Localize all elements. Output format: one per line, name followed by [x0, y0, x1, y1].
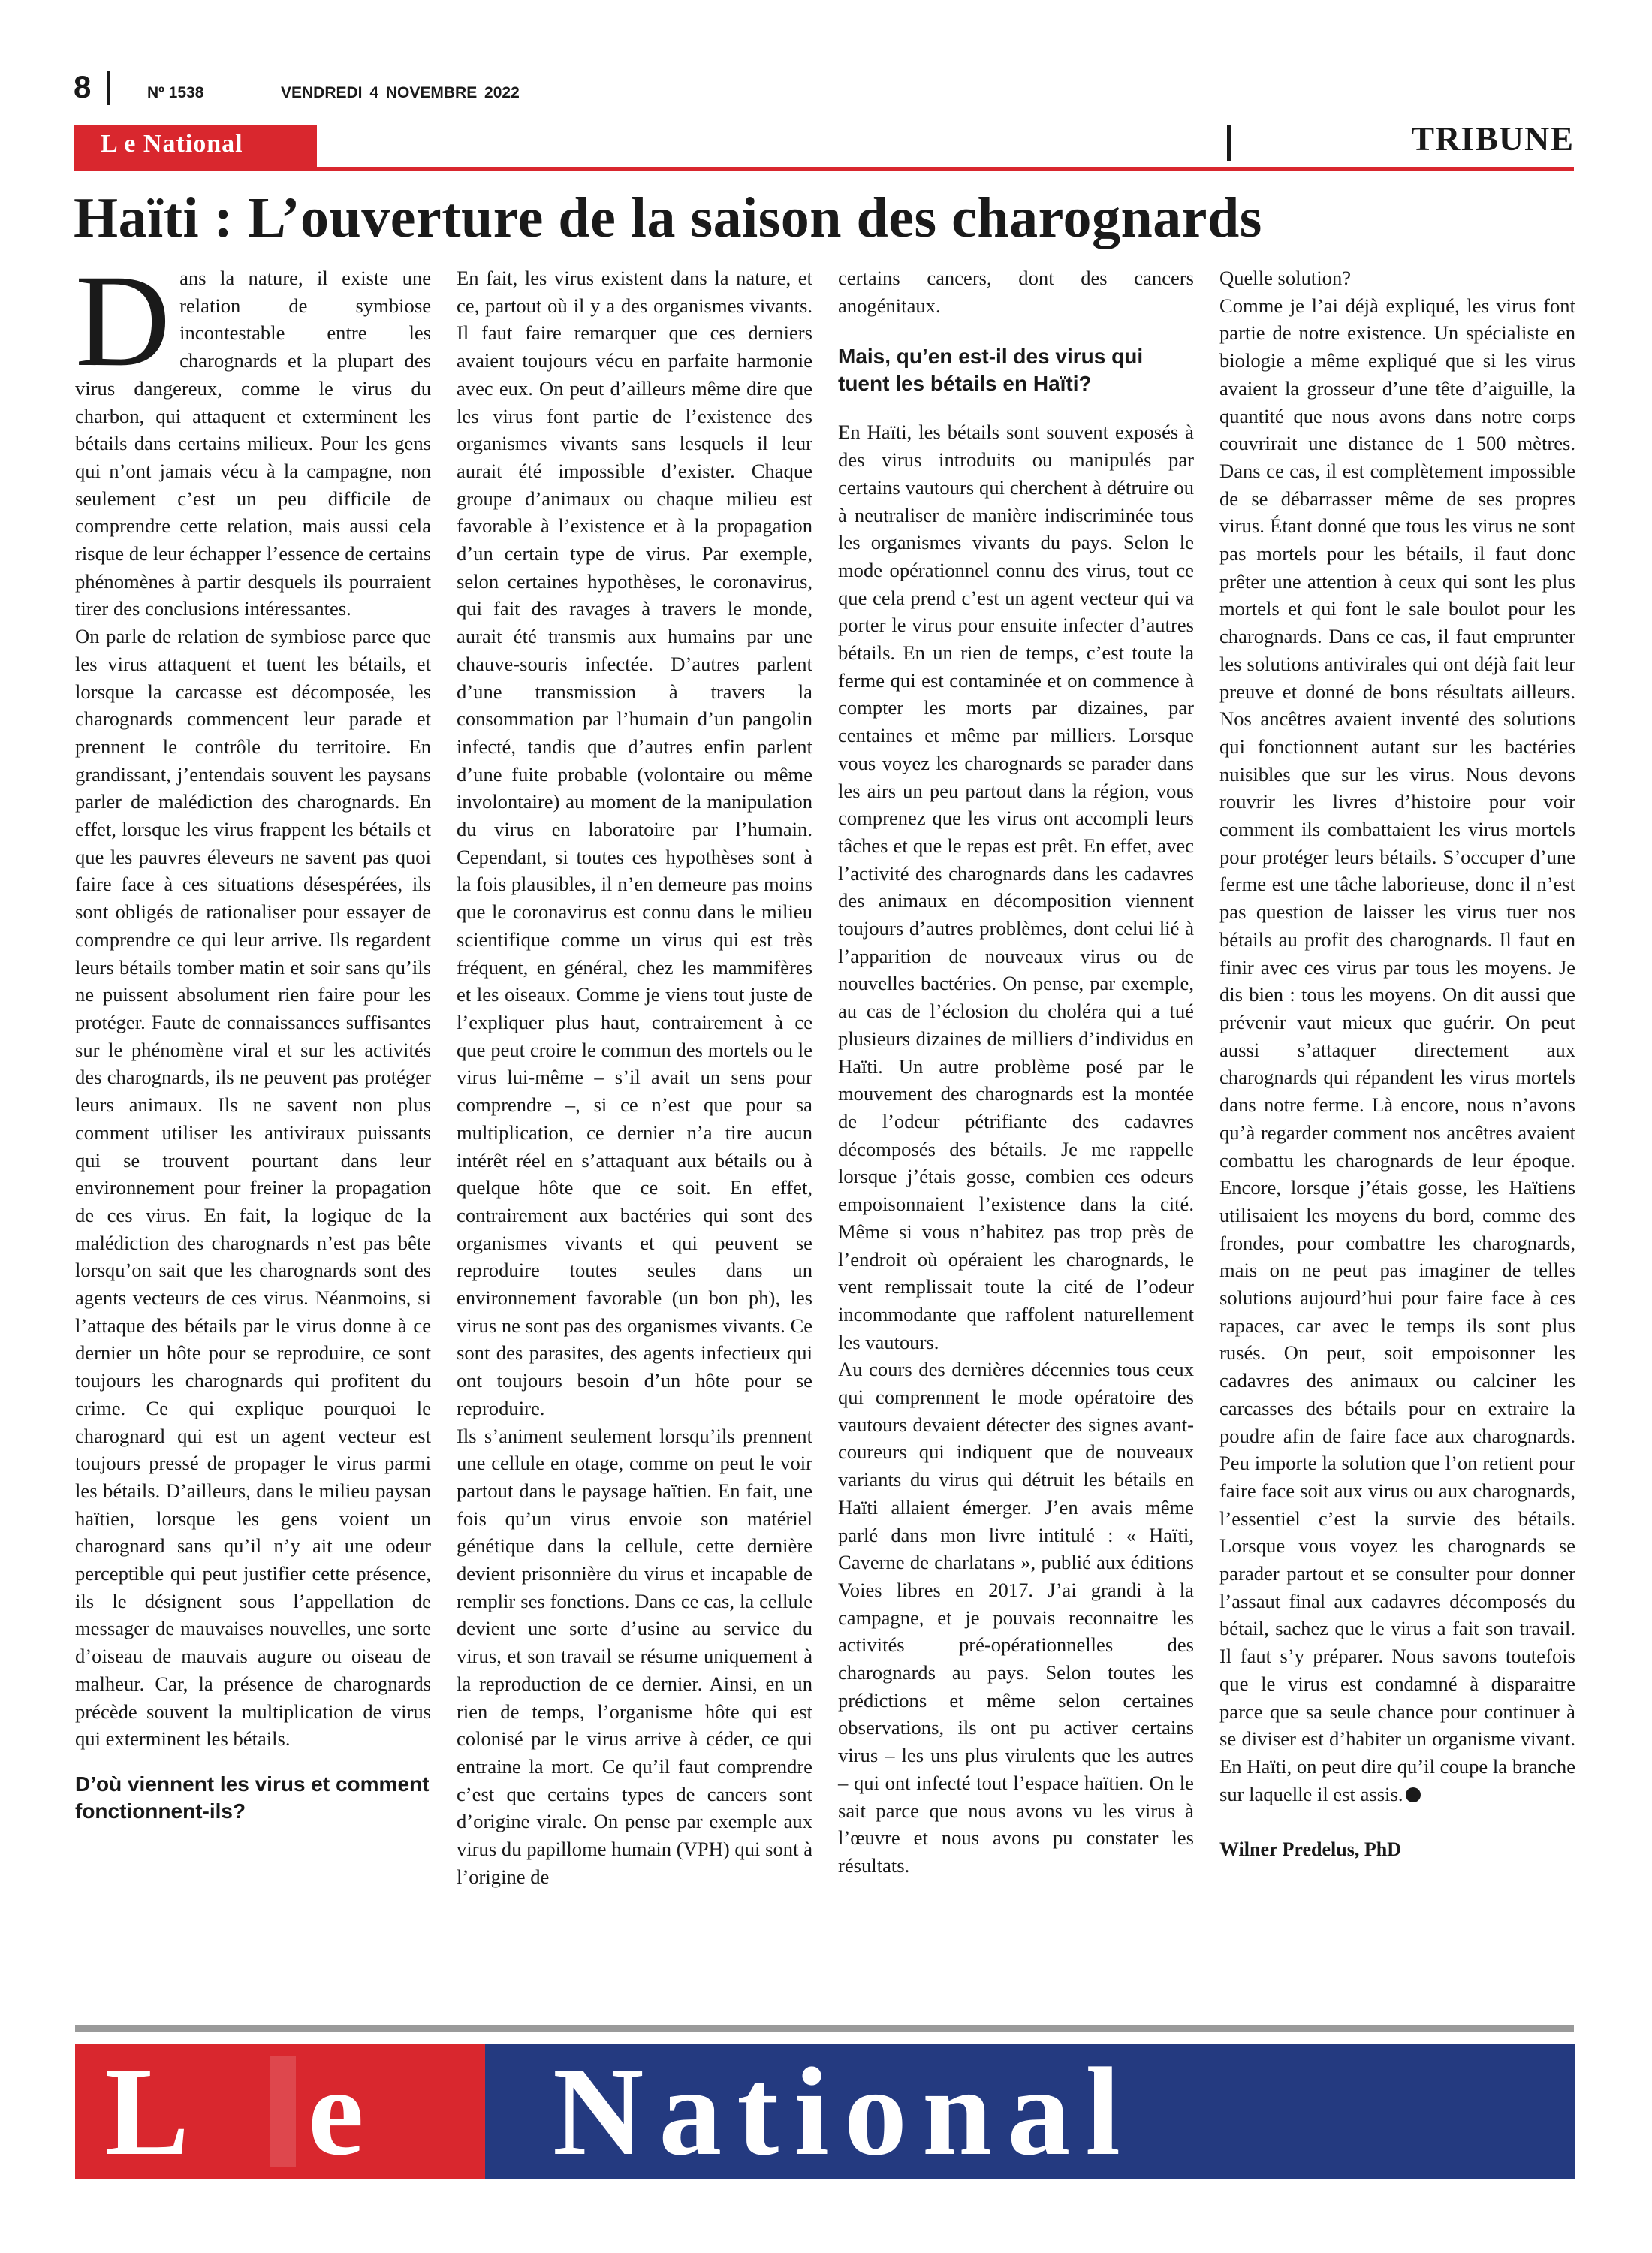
- article-column-1: [75, 248, 431, 1846]
- article-headline: Haïti : L’ouverture de la saison des charognards: [74, 186, 1262, 249]
- author-byline: Wilner Predelus, PhD: [1219, 1838, 1401, 1861]
- article-paragraph: certains cancers, dont des cancers anogénitaux.: [838, 267, 1194, 317]
- footer-logo-word: National: [553, 2042, 1136, 2182]
- article-column-4: [1219, 264, 1575, 1864]
- article-column-2: [457, 264, 812, 1890]
- page-number-divider: [107, 71, 110, 105]
- issue-number: Nº 1538: [147, 84, 204, 101]
- publication-date: VENDREDI 4 NOVEMBRE 2022: [281, 84, 520, 101]
- paragraph-text: Comme je l’ai déjà expliqué, les virus font partie de notre existence. Un spécialiste en biologie a même expliqué que si les virus avaient la grosseur d’une tête d’aiguille, la quantité que nous avons dans notre corps couvrirait une distance de 1 500 mètres. Dans ce cas, il est complètement impossible de se débarrasser même de ses propres virus. Étant donné que tous les virus ne sont pas mortels pour les bétails, il faut donc prêter une attention à ceux qui sont les plus mortels et qui font le sale boulot pour les charognards. Dans ce cas, il faut emprunter les solutions antivirales qui ont déjà fait leur preuve et donné de bons résultats ailleurs. Nos ancêtres avaient inventé des solutions qui fonctionnent autant sur les bactéries nuisibles que sur les virus. Nous devons rouvrir les livres d’histoire pour voir comment ils combattaient les virus mortels pour protéger leurs bétails. S’occuper d’une ferme est une tâche laborieuse, donc il n’est pas question de laisser les virus tuer nos bétails au profit des charognards. Il faut en finir avec ces virus par tous les moyens. Je dis bien : tous les moyens. On dit aussi que prévenir vaut mieux que guérir. On peut aussi s’attaquer directement aux charognards qui répandent les virus mortels dans notre ferme. Là encore, nous n’avons qu’à regarder comment nos ancêtres avaient combattu les charognards de leur époque. Encore, lorsque j’étais gosse, les Haïtiens utilisaient les moyens du bord, comme des frondes, pour combattre les charognards, mais on ne peut pas imaginer de telles solutions aujourd’hui pour faire face à ces rapaces, car avec le temps ils sont plus rusés. On peut, soit empoisonner les cadavres des animaux ou calciner les carcasses des bétails pour en extraire la poudre afin de faire face aux charognards. Peu importe la solution que l’on retient pour faire face soit aux virus ou aux charognards, l’essentiel c’est la survie des bétails. Lorsque vous voyez les charognards se parader partout et se consulter pour donner l’assaut final aux cadavres décomposés du bétail, sachez que le virus a fait son travail. Il faut s’y préparer. Nous savons toutefois que le virus est condamné à disparaitre parce que sa seule chance pour continuer à se diviser est d’habiter un organisme vivant. En Haïti, on peut dire qu’il coupe la branche sur laquelle il est assis.: [1219, 294, 1575, 1805]
- article-paragraph: En Haïti, les bétails sont souvent exposés à des virus introduits ou manipulés par certains vautours qui cherchent à détruire ou à neutraliser de manière indiscriminée tous les organismes vivants du pays. Selon le mode opérationnel connu des virus, tout ce que cela prend c’est un agent vecteur qui va porter le virus pour ensuite infecter d’autres bétails. En un rien de temps, c’est toute la ferme qui est contaminée et on commence à compter les morts par dizaines, par centaines et même par milliers. Lorsque vous voyez les charognards se parader dans les airs un peu partout dans la région, vous comprenez que les virus ont accompli leurs tâches et que le repas est prêt. En effet, avec l’activité des charognards dans les cadavres des animaux en décomposition viennent toujours d’autres problèmes, dont celui lié à l’apparition de nouveaux virus ou de nouvelles bactéries. On pense, par exemple, au cas de l’éclosion du choléra qui a tué plusieurs dizaines de milliers d’individus en Haïti. Un autre problème posé par le mouvement des charognards est la montée de l’odeur pétrifiante des cadavres décomposés des bétails. Je me rappelle lorsque j’étais gosse, combien ces odeurs empoisonnaient l’existence dans la cité. Même si vous n’habitez pas trop près de l’endroit où opéraient les charognards, le vent remplissait toute la cité de l’odeur incommodante que raffolent naturellement les vautours.: [838, 421, 1194, 1353]
- footer-logo-banner: [75, 2042, 1575, 2182]
- solution-heading: Quelle solution?: [1219, 267, 1352, 289]
- article-paragraph: Ils s’animent seulement lorsqu’ils prennent une cellule en otage, comme on peut le voir partout dans le paysage haïtien. En fait, une fois qu’un virus envoie son matériel génétique dans la cellule, cette dernière devient prisonnière du virus et incapable de remplir ses fonctions. Dans ce cas, la cellule devient une sorte d’usine au service du virus, et son travail se résume uniquement à la reproduction de ce dernier. Ainsi, en un rien de temps, l’organisme hôte qui est colonisé par le virus arrive à céder, ce qui entraine la mort. Ce qu’il faut comprendre c’est que certains types de cancers sont d’origine virale. On pense par exemple aux virus du papillome humain (VPH) qui sont à l’origine de: [457, 1424, 812, 1888]
- article-paragraph: [75, 248, 431, 623]
- footer-logo-blue-block: [485, 2042, 1575, 2182]
- footer-logo-red-block: [75, 2042, 485, 2182]
- footer-logo-letter-e: e: [308, 2042, 364, 2182]
- subheading: Mais, qu’en est-il des virus qui tuent les bétails en Haïti?: [838, 345, 1144, 396]
- end-mark-icon: [1406, 1787, 1421, 1802]
- footer-rule: [75, 2025, 1574, 2032]
- page-number: 8: [74, 69, 92, 104]
- article-paragraph: [1219, 292, 1575, 1808]
- section-divider: [1227, 125, 1231, 161]
- article-paragraph: On parle de relation de symbiose parce que les virus attaquent et tuent les bétails, et lorsque la carcasse est décomposée, les charognards commencent leur parade et prennent le contrôle du territoire. En grandissant, j’entendais souvent les paysans parler de malédiction des charognards. En effet, lorsque les virus frappent les bétails et que les pauvres éleveurs ne savent pas quoi faire face à ces situations désespérées, ils sont obligés de rationaliser pour essayer de comprendre ce qui leur arrive. Ils regardent leurs bétails tomber matin et soir sans qu’ils ne puissent absolument rien faire pour les protéger. Faute de connaissances suffisantes sur le phénomène viral et sur les activités des charognards, ils ne peuvent pas protéger leurs animaux. Ils ne savent non plus comment utiliser les antiviraux puissants qui se trouvent pourtant dans leur environnement pour freiner la propagation de ces virus. En fait, la logique de la malédiction des charognards n’est pas bête lorsqu’on sait que les charognards sont des agents vecteurs de ces virus. Néanmoins, si l’attaque des bétails par le virus donne à ce dernier un hôte pour se reproduire, ce sont toujours les charognards qui profitent du crime. Ce qui explique pourquoi le charognard qui est un agent vecteur est toujours pressé de propager le virus parmi les bétails. D’ailleurs, dans le milieu paysan haïtien, lorsque les gens voient un charognard sans qu’il n’y ait une odeur perceptible qui peut justifier cette présence, ils le désignent sous l’appellation de messager de mauvaises nouvelles, une sorte d’oiseau de mauvais augure ou oiseau de malheur. Car, la présence de charognards précède souvent la multiplication de virus qui exterminent les bétails.: [75, 625, 431, 1751]
- paragraph-text: ans la nature, il existe une relation de symbiose incontestable entre les charognards et la plupart des virus dangereux, comme le virus du charbon, qui attaquent et exterminent les bétails dans certains milieux. Pour les gens qui n’ont jamais vécu à la campagne, non seulement c’est un peu difficile de comprendre cette relation, mais aussi cela risque de leur échapper l’essence de certains phénomènes à partir desquels ils pourraient tirer des conclusions intéressantes.: [75, 267, 431, 620]
- article-paragraph: En fait, les virus existent dans la nature, et ce, partout où il y a des organismes vivants. Il faut faire remarquer que ces derniers avaient toujours vécu en parfaite harmonie avec eux. On peut d’ailleurs même dire que les virus font partie de l’existence des organismes vivants sans lesquels il leur aurait été impossible d’exister. Chaque groupe d’animaux ou chaque milieu est favorable à l’existence et à la propagation d’un certain type de virus. Par exemple, selon certaines hypothèses, le coronavirus, qui fait des ravages à travers le monde, aurait été transmis aux humains par une chauve-souris infectée. D’autres parlent d’une transmission à travers la consommation par l’humain d’un pangolin infecté, tandis que d’autres enfin parlent d’une fuite probable (volontaire ou même involontaire) au moment de la manipulation du virus en laboratoire par l’humain. Cependant, si toutes ces hypothèses sont à la fois plausibles, il n’en demeure pas moins que le coronavirus est connu dans le milieu scientifique comme un virus qui est très fréquent, en général, chez les mammifères et les oiseaux. Comme je viens tout juste de l’expliquer plus haut, contrairement à ce que peut croire le commun des mortels ou le virus lui-même – s’il avait un sens pour comprendre –, si ce n’est que pour sa multiplication, ce dernier n’a tire aucun intérêt réel en s’attaquant aux bétails ou à quelque hôte que ce soit. En effet, contrairement aux bactéries qui sont des organismes vivants et qui peuvent se reproduire toutes seules dans un environnement favorable (un bon ph), les virus ne sont pas des organismes vivants. Ce sont des parasites, des agents infectieux qui ont toujours besoin d’un hôte pour se reproduire.: [457, 267, 812, 1419]
- footer-logo-letter-l: L: [105, 2042, 190, 2182]
- subheading: D’où viennent les virus et comment fonctionnent-ils?: [75, 1772, 430, 1823]
- footer-logo-separator: [270, 2056, 296, 2167]
- article-paragraph: Au cours des dernières décennies tous ceux qui comprennent le mode opératoire des vautours devaient détecter des signes avant-coureurs qui indiquent que de nouveaux variants du virus qui détruit les bétails en Haïti allaient émerger. J’en avais même parlé dans mon livre intitulé : « Haïti, Caverne de charlatans », publié aux éditions Voies libres en 2017. J’ai grandi à la campagne, et je pouvais reconnaitre les activités pré-opérationnelles des charognards au pays. Selon toutes les prédictions et même selon certaines observations, ils ont pu activer certains virus – les uns plus virulents que les autres – qui ont infecté tout l’espace haïtien. On le sait parce que nous avons vu les virus à l’œuvre et nous avons pu constater les résultats.: [838, 1358, 1194, 1877]
- header-rule: [74, 167, 1574, 171]
- drop-cap: D: [75, 248, 171, 394]
- article-column-3: [838, 264, 1194, 1880]
- section-label: TRIBUNE: [1411, 119, 1574, 158]
- brand-name: L e National: [101, 130, 243, 158]
